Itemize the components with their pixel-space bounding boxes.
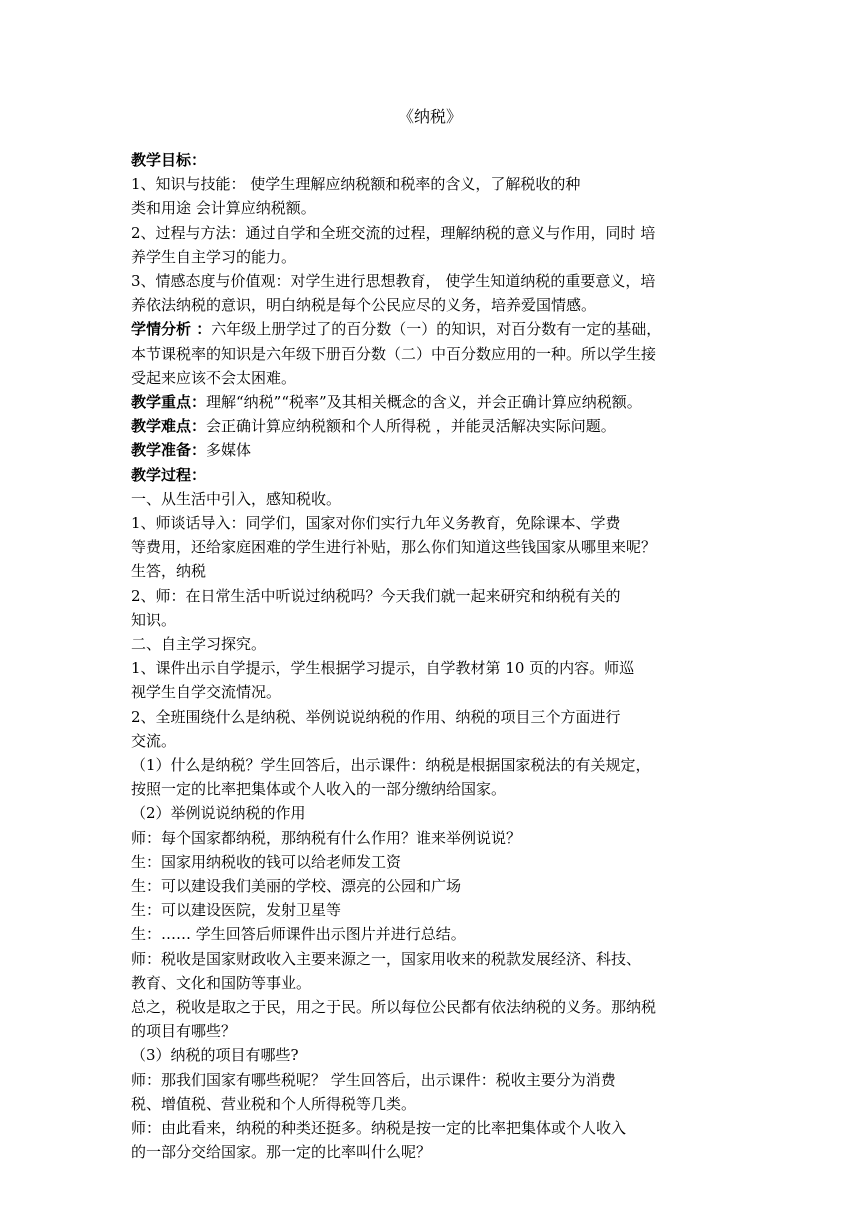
line-text: 多媒体 bbox=[206, 441, 252, 460]
text-line bbox=[131, 198, 316, 218]
line-text: 1、课件出示自学提示，学生根据学习提示，自学教材第 10 页的内容。师巡 bbox=[131, 659, 635, 678]
line-text: 生答，纳税 bbox=[131, 562, 207, 581]
text-line bbox=[131, 586, 621, 606]
text-line bbox=[131, 1094, 416, 1114]
line-text: 生：国家用纳税收的钱可以给老师发工资 bbox=[131, 852, 402, 871]
text-line bbox=[131, 876, 461, 896]
line-text: 一、从生活中引入，感知税收。 bbox=[131, 489, 342, 508]
document-title: 《纳税》 bbox=[397, 107, 462, 126]
text-line bbox=[131, 731, 176, 751]
line-text: 养依法纳税的意识，明白纳税是每个公民应尽的义务，培养爱国情感。 bbox=[131, 296, 597, 315]
line-text: 生：…… 学生回答后师课件出示图片并进行总结。 bbox=[131, 925, 466, 944]
text-line bbox=[131, 828, 521, 848]
line-text: 2、过程与方法：通过自学和全班交流的过程，理解纳税的意义与作用，同时 培 bbox=[131, 223, 656, 242]
section-heading: 教学准备： bbox=[131, 441, 207, 460]
line-text: 会正确计算应纳税额和个人所得税 ，并能灵活解决实际问题。 bbox=[206, 417, 616, 436]
line-text: （1）什么是纳税？学生回答后，出示课件：纳税是根据国家税法的有关规定， bbox=[131, 756, 651, 774]
text-line bbox=[131, 682, 281, 702]
text-line bbox=[131, 997, 656, 1017]
line-text: 2、师：在日常生活中听说过纳税吗？今天我们就一起来研究和纳税有关的 bbox=[131, 586, 621, 605]
section-heading: 教学过程： bbox=[131, 465, 207, 484]
line-text: 1、知识与技能： 使学生理解应纳税额和税率的含义，了解税收的种 bbox=[131, 175, 581, 194]
text-line bbox=[131, 924, 466, 944]
line-text: 生：可以建设我们美丽的学校、漂亮的公园和广场 bbox=[131, 877, 462, 895]
text-line bbox=[131, 223, 655, 243]
text-line bbox=[131, 1142, 431, 1162]
text-line bbox=[131, 707, 621, 727]
text-line bbox=[131, 1070, 616, 1090]
text-line bbox=[131, 1021, 236, 1041]
line-text: 师：税收是国家财政收入主要来源之一，国家用收来的税款发展经济、科技、 bbox=[131, 949, 642, 968]
text-line bbox=[131, 755, 651, 775]
text-line bbox=[131, 900, 341, 920]
text-line bbox=[131, 319, 661, 339]
text-line bbox=[131, 658, 634, 678]
text-line bbox=[131, 513, 621, 533]
line-text: 税、增值税、营业税和个人所得税等几类。 bbox=[131, 1094, 417, 1113]
line-text: 交流。 bbox=[131, 731, 177, 750]
line-text: 视学生自学交流情况。 bbox=[131, 683, 282, 702]
line-text: 二、自主学习探究。 bbox=[131, 635, 267, 653]
text-line bbox=[131, 247, 296, 267]
line-text: 师：由此看来，纳税的种类还挺多。纳税是按一定的比率把集体或个人收入 bbox=[131, 1119, 627, 1137]
line-text: 的项目有哪些？ bbox=[131, 1022, 237, 1041]
line-text: （2）举例说说纳税的作用 bbox=[131, 804, 306, 823]
text-line bbox=[131, 295, 596, 315]
line-text: 生：可以建设医院，发射卫星等 bbox=[131, 901, 342, 920]
text-line bbox=[131, 416, 616, 436]
line-text: 的一部分交给国家。那一定的比率叫什么呢？ bbox=[131, 1143, 432, 1162]
text-line bbox=[131, 392, 642, 412]
section-heading: 教学重点： bbox=[131, 393, 207, 411]
section-heading: 学情分析 ： bbox=[131, 320, 212, 339]
line-text: 理解“纳税”“税率”及其相关概念的含义，并会正确计算应纳税额。 bbox=[206, 393, 642, 411]
line-text: 总之，税收是取之于民，用之于民。所以每位公民都有依法纳税的义务。那纳税 bbox=[131, 998, 657, 1016]
section-heading: 教学难点： bbox=[131, 417, 207, 436]
text-line bbox=[131, 368, 296, 388]
line-text: 类和用途 会计算应纳税额。 bbox=[131, 199, 316, 218]
text-line bbox=[131, 440, 251, 460]
line-text: 3、情感态度与价值观：对学生进行思想教育， 使学生知道纳税的重要意义，培 bbox=[131, 272, 656, 290]
text-line bbox=[131, 344, 656, 364]
text-line bbox=[131, 779, 506, 799]
text-line bbox=[131, 174, 580, 194]
text-line bbox=[131, 852, 401, 872]
text-line bbox=[131, 610, 176, 630]
line-text: 1、师谈话导入：同学们，国家对你们实行九年义务教育，免除课本、学费 bbox=[131, 514, 621, 532]
section-heading: 教学目标： bbox=[131, 151, 207, 169]
line-text: 养学生自主学习的能力。 bbox=[131, 247, 297, 266]
line-text: 师：那我们国家有哪些税呢？ 学生回答后，出示课件：税收主要分为消费 bbox=[131, 1070, 616, 1089]
line-text: 按照一定的比率把集体或个人收入的一部分缴纳给国家。 bbox=[131, 780, 507, 799]
text-line bbox=[131, 561, 206, 581]
text-line bbox=[131, 1045, 299, 1065]
text-line bbox=[131, 803, 306, 823]
text-line bbox=[131, 489, 341, 509]
line-text: 六年级上册学过了的百分数（一）的知识，对百分数有一定的基础， bbox=[211, 320, 662, 339]
text-line bbox=[131, 537, 656, 557]
line-text: 本节课税率的知识是六年级下册百分数（二）中百分数应用的一种。所以学生接 bbox=[131, 344, 657, 363]
line-text: 受起来应该不会太困难。 bbox=[131, 368, 297, 387]
line-text: 知识。 bbox=[131, 610, 177, 629]
line-text: 师：每个国家都纳税，那纳税有什么作用？谁来举例说说？ bbox=[131, 828, 522, 847]
line-text: 等费用，还给家庭困难的学生进行补贴，那么你们知道这些钱国家从哪里来呢？ bbox=[131, 538, 657, 557]
text-line bbox=[131, 1118, 626, 1138]
text-line bbox=[131, 973, 311, 993]
text-line bbox=[131, 634, 266, 654]
line-text: 教育、文化和国防等事业。 bbox=[131, 973, 312, 992]
text-line bbox=[131, 150, 206, 170]
text-line bbox=[131, 271, 655, 291]
line-text: 2、全班围绕什么是纳税、举例说说纳税的作用、纳税的项目三个方面进行 bbox=[131, 707, 621, 726]
text-line bbox=[131, 465, 206, 485]
line-text: （3）纳税的项目有哪些? bbox=[131, 1046, 299, 1065]
text-line bbox=[131, 949, 641, 969]
